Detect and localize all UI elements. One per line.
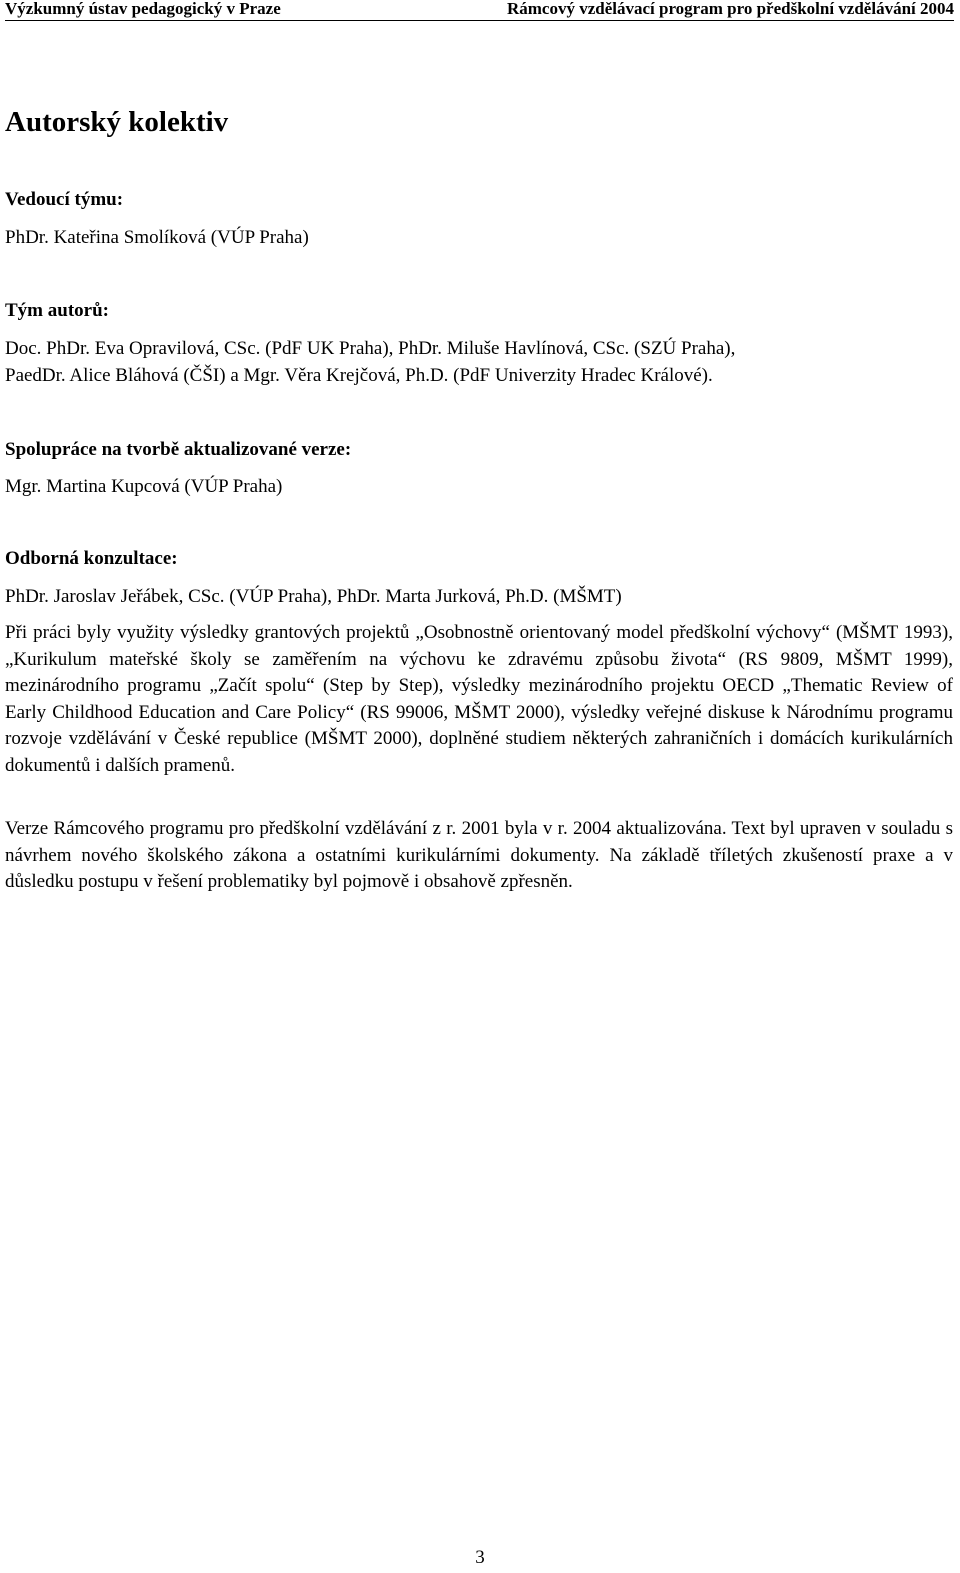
cooperation-label: Spolupráce na tvorbě aktualizované verze: [5,439,352,460]
authors-line-2: PaedDr. Alice Bláhová (ČŠI) a Mgr. Věra Krejčová, Ph.D. (PdF Univerzity Hradec Králové). [5,365,713,386]
authors-label: Tým autorů: [5,300,109,321]
sources-paragraph: Při práci byly využity výsledky grantových projektů „Osobnostně orientovaný model předškolní výchovy“ (MŠMT 1993), „Kurikulum mateřské školy se zaměřením na výchovu ke zdravému způsobu života“ (RS 9809, MŠMT 1999), mezinárodního programu „Začít spolu“ (Step by Step), výsledky mezinárodního projektu OECD „Thematic Review of Early Childhood Education and Care Policy“ (RS 99006, MŠMT 2000), výsledky veřejné diskuse k Národnímu programu rozvoje vzdělávání v České republice (MŠMT 2000), doplněné studiem některých zahraničních i domácích kurikulárních dokumentů i dalších pramenů. [5,622,953,776]
cooperation-name: Mgr. Martina Kupcová (VÚP Praha) [5,476,283,497]
header-document-title: Rámcový vzdělávací program pro předškolní vzdělávání 2004 [506,0,954,18]
team-leader-name: PhDr. Kateřina Smolíková (VÚP Praha) [5,227,309,248]
authors-line-1: Doc. PhDr. Eva Opravilová, CSc. (PdF UK Praha), PhDr. Miluše Havlínová, CSc. (SZÚ Praha), [5,338,736,359]
version-paragraph: Verze Rámcového programu pro předškolní vzdělávání z r. 2001 byla v r. 2004 aktualizována. Text byl upraven v souladu s návrhem nového školského zákona a ostatními kurikulárními dokumenty. Na základě tříletých zkušeností praxe a v důsledku postupu v řešení problematiky byl pojmově i obsahově zpřesněn. [5,818,953,893]
consultation-label: Odborná konzultace: [5,548,178,569]
page-number: 3 [475,1547,485,1568]
header-institution: Výzkumný ústav pedagogický v Praze [5,0,281,18]
page-title: Autorský kolektiv [5,106,229,138]
running-header [5,0,954,21]
consultation-names: PhDr. Jaroslav Jeřábek, CSc. (VÚP Praha), PhDr. Marta Jurková, Ph.D. (MŠMT) [5,586,622,607]
team-leader-label: Vedoucí týmu: [5,189,124,210]
